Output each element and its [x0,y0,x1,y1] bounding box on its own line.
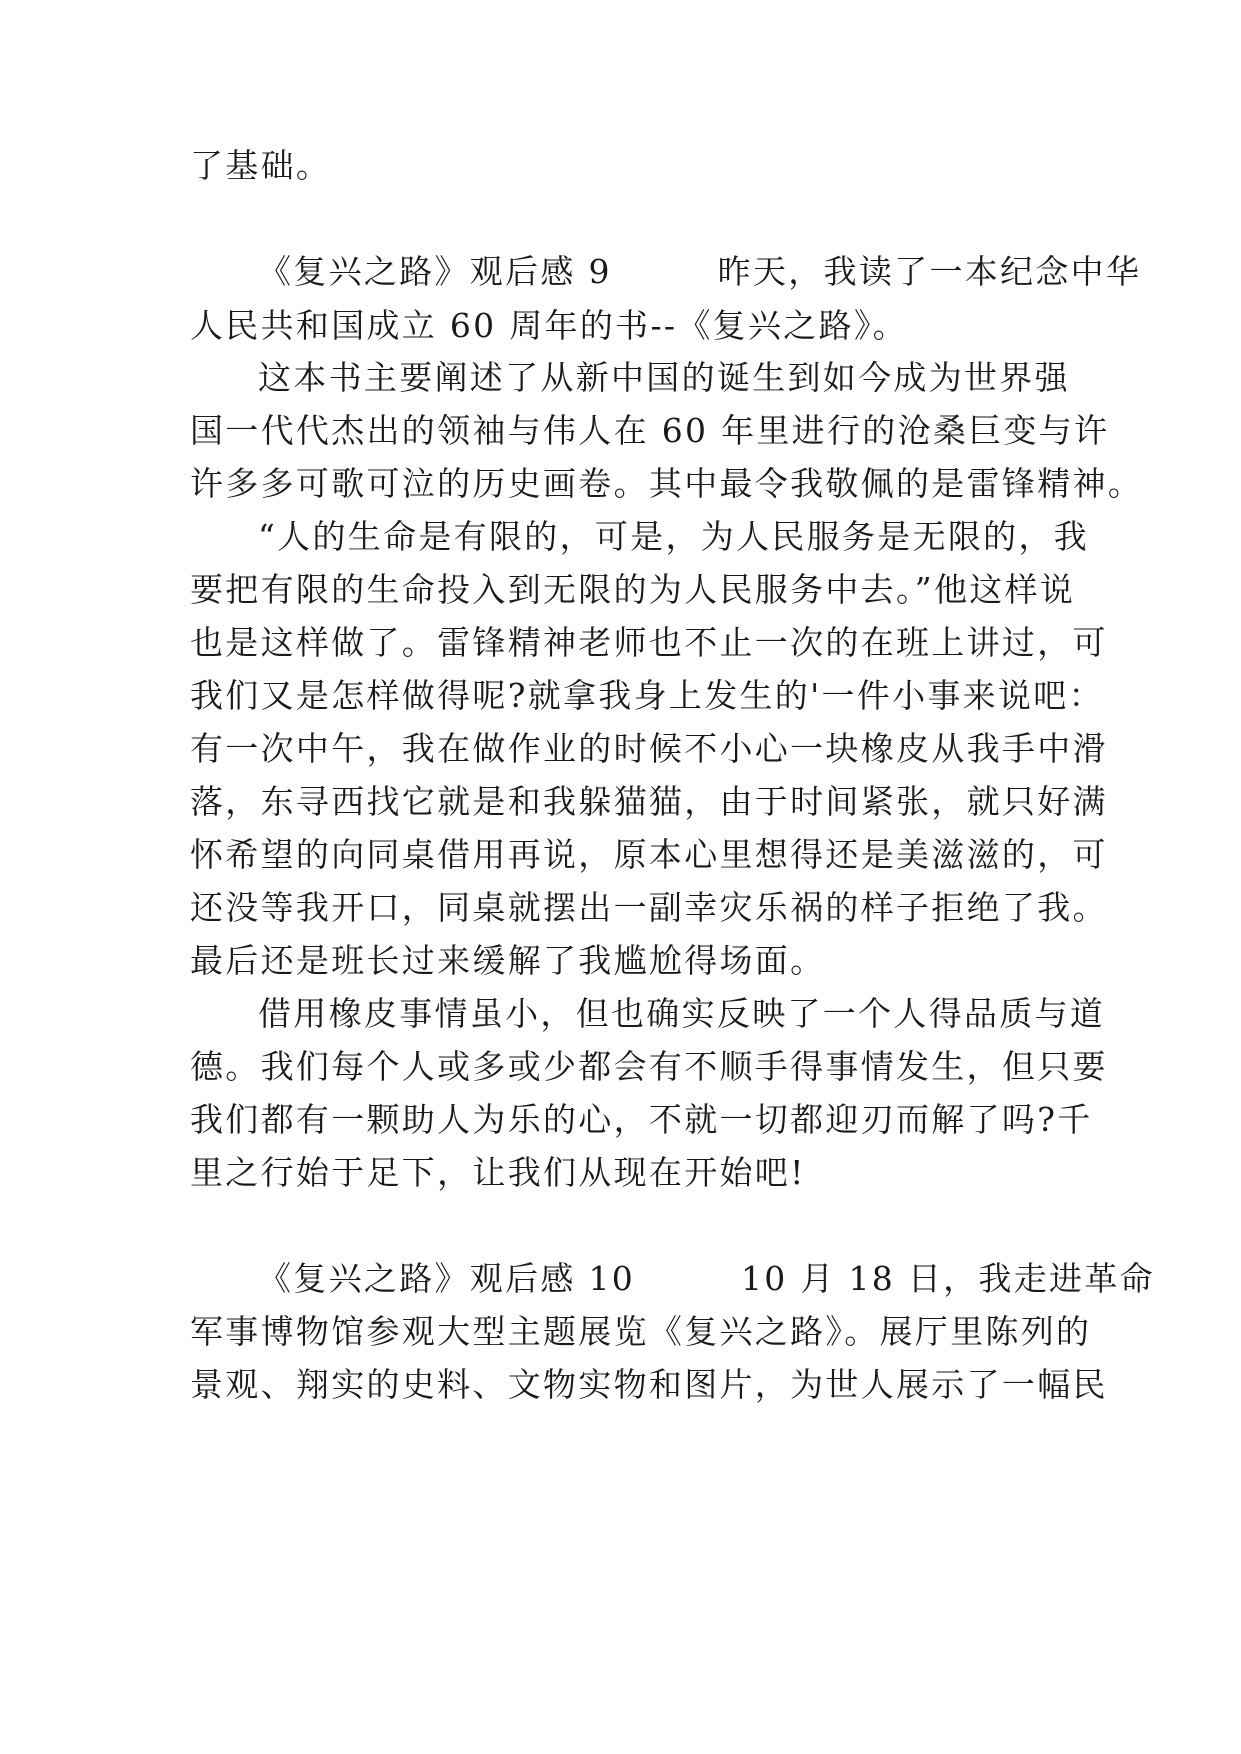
text-line: 里之行始于足下，让我们从现在开始吧! [190,1153,806,1192]
text-line: 人民共和国成立 60 周年的书--《复兴之路》。 [190,306,908,345]
text-line: 最后还是班长过来缓解了我尴尬得场面。 [190,941,826,980]
text-line: 了基础。 [190,146,332,185]
text-line: 怀希望的向同桌借用再说，原本心里想得还是美滋滋的，可 [190,835,1108,874]
text-line: 景观、翔实的史料、文物实物和图片，为世人展示了一幅民 [190,1365,1108,1404]
text-line: 军事博物馆参观大型主题展览《复兴之路》。展厅里陈列的 [190,1312,1092,1351]
text-line: 国一代代杰出的领袖与伟人在 60 年里进行的沧桑巨变与许 [190,411,1110,450]
text-line: 有一次中午，我在做作业的时候不小心一块橡皮从我手中滑 [190,729,1108,768]
text-line: 我们都有一颗助人为乐的心，不就一切都迎刃而解了吗?千 [190,1100,1093,1139]
paragraph-start-line: 这本书主要阐述了从新中国的诞生到如今成为世界强 [258,358,1070,397]
essay-heading-line: 《复兴之路》观后感 9 昨天，我读了一本纪念中华 [258,252,1142,291]
text-line: 落，东寻西找它就是和我躲猫猫，由于时间紧张，就只好满 [190,782,1108,821]
paragraph-start-line: 借用橡皮事情虽小，但也确实反映了一个人得品质与道 [258,994,1106,1033]
paragraph-start-line: “人的生命是有限的，可是，为人民服务是无限的，我 [258,517,1090,556]
text-line: 许多多可歌可泣的历史画卷。其中最令我敬佩的是雷锋精神。 [190,464,1144,503]
text-line: 要把有限的生命投入到无限的为人民服务中去。”他这样说 [190,570,1076,609]
text-line: 也是这样做了。雷锋精神老师也不止一次的在班上讲过，可 [190,623,1108,662]
essay-heading-line: 《复兴之路》观后感 10 10 月 18 日，我走进革命 [258,1259,1155,1298]
text-line: 德。我们每个人或多或少都会有不顺手得事情发生，但只要 [190,1047,1108,1086]
text-line: 我们又是怎样做得呢?就拿我身上发生的'一件小事来说吧： [190,676,1104,715]
text-line: 还没等我开口，同桌就摆出一副幸灾乐祸的样子拒绝了我。 [190,888,1108,927]
